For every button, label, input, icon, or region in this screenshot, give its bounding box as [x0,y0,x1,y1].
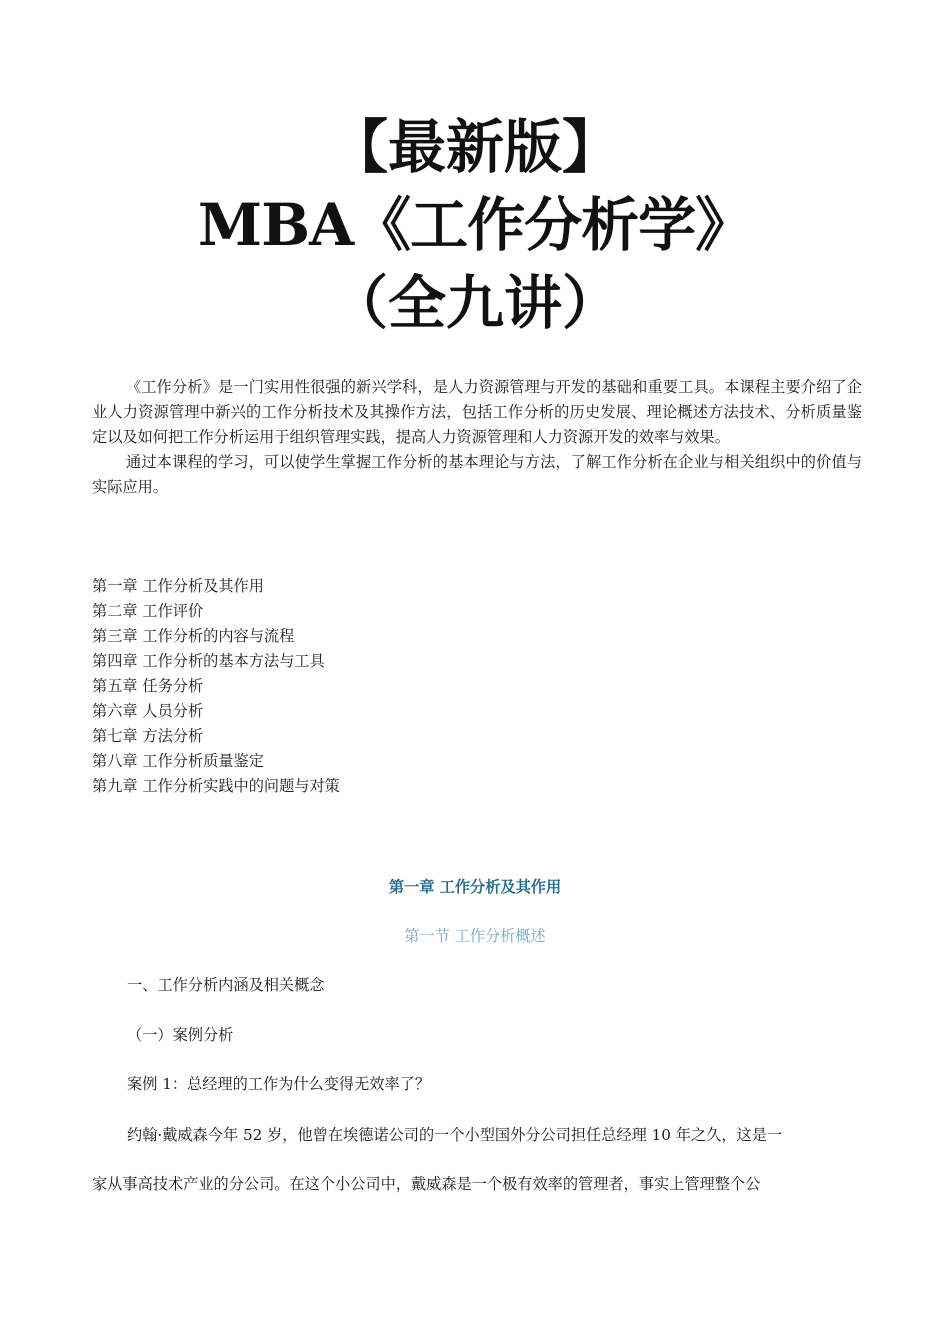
intro-paragraph: 通过本课程的学习，可以使学生掌握工作分析的基本理论与方法，了解工作分析在企业与相关组织中的价值与实际应用。 [92,453,862,496]
toc-item: 第五章 任务分析 [92,677,204,695]
document-title [0,108,950,342]
case-text-line: 约翰·戴威森今年 52 岁，他曾在埃德诺公司的一个小型国外分公司担任总经理 10 年之久，这是一 [127,1126,783,1144]
subheading-case-analysis: （一）案例分析 [127,1026,234,1044]
intro-paragraph: 《工作分析》是一门实用性很强的新兴学科，是人力资源管理与开发的基础和重要工具。本课程主要介绍了企业人力资源管理中新兴的工作分析技术及其操作方法，包括工作分析的历史发展、理论概述方法技术、分析质量鉴定以及如何把工作分析运用于组织管理实践，提高人力资源管理和人力资源开发的效率与效果。 [92,378,862,446]
table-of-contents [92,574,340,799]
toc-item: 第四章 工作分析的基本方法与工具 [92,652,325,670]
toc-item: 第一章 工作分析及其作用 [92,577,264,595]
title-edition-line: 【最新版】 [329,113,620,181]
title-lectures-line: （全九讲） [329,269,620,337]
case-text-line: 家从事高技术产业的分公司。在这个小公司中，戴威森是一个极有效率的管理者，事实上管理整个公 [92,1175,761,1193]
toc-item: 第九章 工作分析实践中的问题与对策 [92,777,340,795]
chapter-heading: 第一章 工作分析及其作用 [388,878,562,896]
section-heading: 第一节 工作分析概述 [404,927,546,945]
case-title: 案例 1：总经理的工作为什么变得无效率了？ [127,1075,431,1093]
title-course-line: MBA《工作分析学》 [197,191,753,259]
toc-item: 第二章 工作评价 [92,602,204,620]
toc-item: 第三章 工作分析的内容与流程 [92,627,295,645]
toc-item: 第六章 人员分析 [92,702,204,720]
course-introduction [92,375,862,500]
toc-item: 第八章 工作分析质量鉴定 [92,752,264,770]
subheading-concepts: 一、工作分析内涵及相关概念 [127,976,325,994]
toc-item: 第七章 方法分析 [92,727,204,745]
